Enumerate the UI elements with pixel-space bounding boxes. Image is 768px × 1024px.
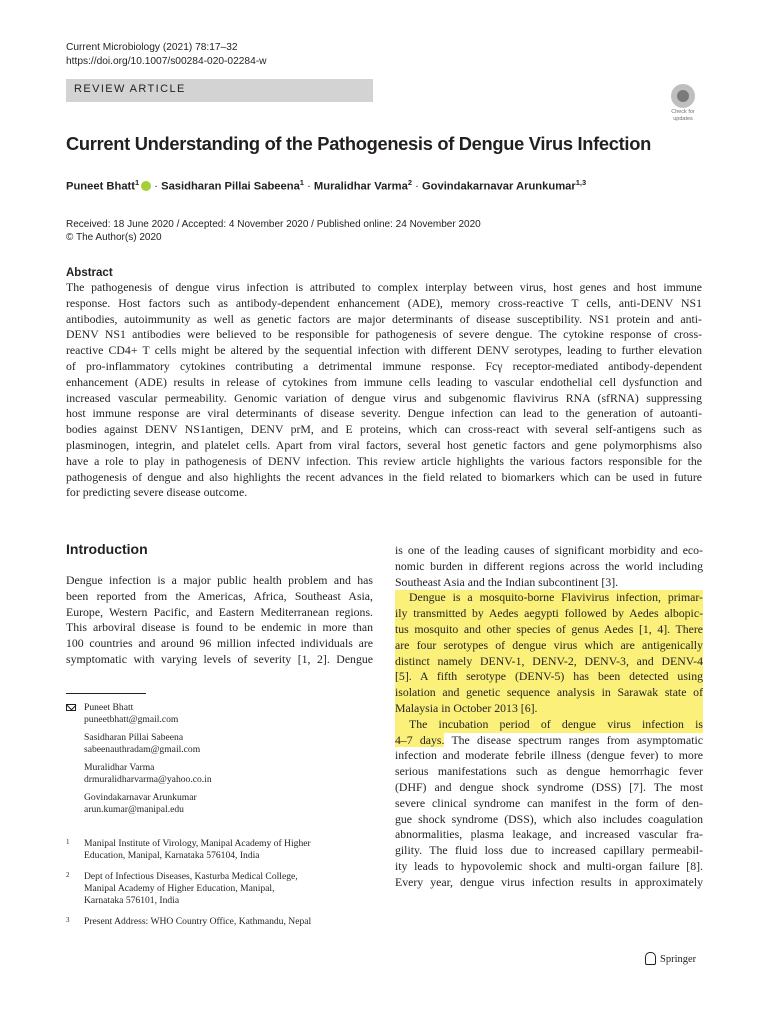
contact-name: Muralidhar Varma [84, 762, 155, 773]
abstract-heading: Abstract [66, 267, 113, 279]
author-list [66, 178, 586, 193]
affiliation-line: Present Address: WHO Country Office, Kathmandu, Nepal [84, 916, 312, 927]
affiliation-line: Karnataka 576101, India [84, 895, 180, 906]
contact-email[interactable]: sabeenauthradam@gmail.com [84, 744, 201, 755]
paragraph-line: 100 countries and around 96 million infected individuals are [66, 636, 373, 651]
author-name[interactable]: Puneet Bhatt [66, 180, 135, 193]
affiliations [66, 838, 366, 937]
abstract-line: response. Host factors such as antibody-dependent enhancement (ADE), memory cross-reactive T cells, anti-DENV NS1 [66, 295, 702, 310]
abstract-line: enhancement (ADE) results in release of cytokines from immune cells leading to vascular endothelial cell dysfunction and [66, 374, 702, 389]
contact-block [84, 732, 366, 756]
check-updates-text-1: Check for [671, 109, 695, 115]
highlighted-line: isolation and genetic sequence analysis in Sarawak state of [395, 685, 703, 700]
abstract-line: pathogenesis of dengue and also highlights the recent advances in the field related to biomarkers which can be used in future [66, 469, 702, 484]
author-affil-sup: 1,3 [575, 178, 587, 187]
affiliation-item [66, 838, 366, 862]
abstract-line: for predicting severe disease outcome. [66, 485, 248, 500]
affiliation-number: 3 [66, 916, 70, 924]
check-for-updates-badge[interactable] [665, 84, 701, 124]
highlighted-line: Dengue is a mosquito-borne Flavivirus infection, primar- [395, 590, 703, 606]
abstract-line: have a role to play in pathogenesis of DENV infection. This review article highlights the various factors responsible for the [66, 453, 702, 468]
orcid-icon[interactable] [141, 181, 151, 191]
check-updates-icon [671, 84, 695, 108]
paragraph-line: been reported from the Americas, Africa, Southeast Asia, [66, 588, 373, 603]
contact-email[interactable]: arun.kumar@manipal.edu [84, 804, 184, 815]
check-updates-text-2: updates [673, 116, 693, 122]
affiliation-number: 1 [66, 838, 70, 846]
highlighted-line: distinct namely DENV-1, DENV-2, DENV-3, and DENV-4 [395, 653, 703, 668]
paragraph-line: Europe, Western Pacific, and Eastern Mediterranean regions. [66, 604, 373, 619]
highlighted-line: [5]. A fifth serotype (DENV-5) has been detected using [395, 669, 703, 684]
abstract-body [66, 280, 702, 501]
journal-citation: Current Microbiology (2021) 78:17–32 [66, 42, 238, 53]
article-title: Current Understanding of the Pathogenesis of Dengue Virus Infection [66, 133, 651, 154]
contact-name: Sasidharan Pillai Sabeena [84, 732, 184, 743]
intro-left-column [66, 573, 373, 668]
affiliation-item [66, 871, 366, 907]
publisher-name: Springer [660, 954, 697, 965]
author-name[interactable]: Sasidharan Pillai Sabeena [161, 180, 300, 193]
abstract-line: DENV NS1 antibodies were believed to be responsible for pathogenesis of severe dengue. The cytokine response of cross- [66, 327, 702, 342]
abstract-line: reactive CD4+ T cells might be altered by the sequential infection with different DENV serotypes, leading to further elevation [66, 343, 702, 358]
contact-email[interactable]: drmuralidharvarma@yahoo.co.in [84, 774, 212, 785]
paragraph-line: serious manifestations such as dengue hemorrhagic fever [395, 764, 703, 779]
paragraph-line: nomic burden in different regions across the world including [395, 558, 703, 573]
paragraph-line: (DHF) and dengue shock syndrome (DSS) [7]. The most [395, 779, 703, 794]
paragraph-line: Southeast Asia and the Indian subcontinent [3]. [395, 574, 619, 589]
abstract-line: increased vascular permeability. Genomic variation of dengue virus and subgenomic flavivirus RNA (sfRNA) suppressing [66, 390, 702, 405]
article-type-bar [66, 79, 373, 102]
affiliation-line: Dept of Infectious Diseases, Kasturba Medical College, [84, 871, 298, 882]
affiliation-item [66, 916, 366, 928]
envelope-icon [66, 704, 76, 711]
abstract-line: antibodies, autoimmunity as well as genetic factors are major determinants of disease susceptibility. NS1 protein and anti- [66, 311, 702, 326]
paragraph-line: severe clinical syndrome can manifest in the form of den- [395, 795, 703, 810]
highlighted-line: The incubation period of dengue virus infection is [395, 717, 703, 733]
author-affil-sup: 1 [135, 178, 140, 187]
contact-block [84, 702, 366, 726]
intro-right-column [395, 543, 703, 891]
author-separator: · [154, 180, 159, 193]
contact-block [84, 762, 366, 786]
author-name[interactable]: Govindakarnavar Arunkumar [421, 180, 576, 193]
doi-link[interactable]: https://doi.org/10.1007/s00284-020-02284-w [66, 56, 267, 67]
publisher-footer [645, 952, 696, 965]
paragraph-line: abnormalities, plasma leakage, and increased vascular fra- [395, 827, 703, 842]
paragraph-line: is one of the leading causes of significant morbidity and eco- [395, 543, 703, 557]
paragraph-line: Dengue infection is a major public health problem and has [66, 573, 373, 587]
dates-line: Received: 18 June 2020 / Accepted: 4 November 2020 / Published online: 24 November 2020 [66, 219, 481, 230]
highlighted-line: Malaysia in October 2013 [6]. [395, 701, 703, 717]
abstract-line: host immune response are viral determinants of disease severity. Dengue infection can lead to the generation of autoanti- [66, 406, 702, 421]
contact-name: Govindakarnavar Arunkumar [84, 792, 197, 803]
paragraph-line: Every year, dengue virus infection results in approximately [395, 874, 703, 889]
author-separator: · [307, 180, 311, 193]
paragraph-line: gility. The fluid loss due to increased capillary permeabil- [395, 843, 703, 858]
paragraph-line: symptomatic with varying levels of severity [1, 2]. Dengue [66, 651, 373, 666]
paragraph-line: infection and moderate febrile illness (dengue fever) to more [395, 748, 703, 763]
footnote-divider [66, 693, 146, 694]
springer-horse-icon [645, 952, 656, 965]
paragraph-line: ity leads to hypovolemic shock and multi-organ failure [8]. [395, 858, 703, 873]
affiliation-line: Manipal Institute of Virology, Manipal Academy of Higher [84, 838, 311, 849]
introduction-heading: Introduction [66, 541, 148, 557]
corresponding-contacts [66, 702, 366, 822]
partially-highlighted-line: 4–7 days. The disease spectrum ranges from asymptomatic [395, 732, 703, 747]
highlighted-line: ily transmitted by Aedes aegypti followed by Aedes albopic- [395, 606, 703, 621]
paragraph-line: This arboviral disease is found to be endemic in more than [66, 620, 373, 635]
author-name[interactable]: Muralidhar Varma [313, 180, 408, 193]
contact-block [84, 792, 366, 816]
affiliation-line: Education, Manipal, Karnataka 576104, India [84, 850, 260, 861]
copyright-line: © The Author(s) 2020 [66, 232, 162, 243]
highlighted-line: are four serotypes of dengue virus which are antigenically [395, 637, 703, 652]
article-type-label: REVIEW ARTICLE [74, 83, 186, 95]
contact-email[interactable]: puneetbhatt@gmail.com [84, 714, 179, 725]
highlighted-line: tus mosquito and other species of genus Aedes [1, 4]. There [395, 621, 703, 636]
contact-name: Puneet Bhatt [84, 702, 134, 713]
abstract-line: of pro-inflammatory cytokines contributing a detrimental immune response. Fcγ receptor-mediated antibody-dependent [66, 358, 702, 373]
abstract-line: plasminogen, integrin, and platelet cells. Apart from viral factors, several host genetic factors and gene polymorphisms also [66, 437, 702, 452]
author-affil-sup: 1 [299, 178, 304, 187]
publication-dates [66, 218, 481, 244]
affiliation-number: 2 [66, 871, 70, 879]
abstract-line: The pathogenesis of dengue virus infection is attributed to complex interplay between virus, host genes and host immune [66, 280, 702, 294]
paragraph-line: gue shock syndrome (DSS), which also includes coagulation [395, 811, 703, 826]
affiliation-line: Manipal Academy of Higher Education, Manipal, [84, 883, 275, 894]
author-separator: · [415, 180, 419, 193]
abstract-line: bodies against DENV NS1antigen, DENV prM, and E proteins, which can cross-react with several self-antigens such as [66, 422, 702, 437]
author-affil-sup: 2 [407, 178, 412, 187]
